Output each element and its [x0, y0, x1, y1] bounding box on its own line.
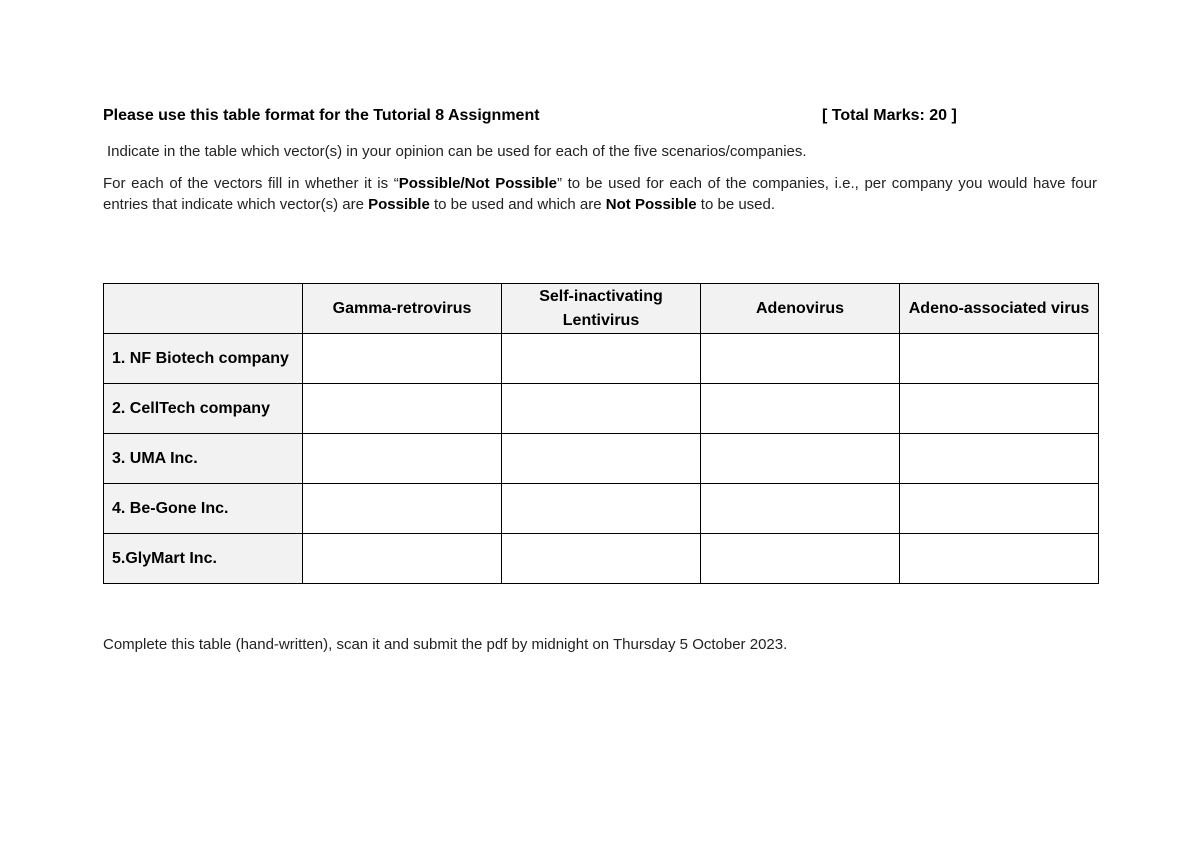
table-cell [900, 384, 1099, 434]
instruction-text: ” to be used for each of the companies, i.e., per company you would have four entries that indicate which vector(s) are [103, 175, 1097, 213]
table-cell [502, 434, 701, 484]
table-header-row [104, 284, 1099, 334]
table-cell [900, 484, 1099, 534]
vector-table [103, 283, 1099, 584]
table-cell [502, 484, 701, 534]
table-cell [900, 434, 1099, 484]
table-cell [303, 434, 502, 484]
table-cell [900, 334, 1099, 384]
table-cell [900, 534, 1099, 584]
table-cell [701, 434, 900, 484]
instruction-bold-possible-not-possible: Possible/Not Possible [398, 175, 557, 192]
column-header-gamma-retrovirus: Gamma-retrovirus [303, 284, 502, 334]
table-cell [701, 384, 900, 434]
instruction-line-2 [103, 173, 1097, 215]
instruction-bold-not-possible: Not Possible [605, 196, 697, 213]
row-header-glymart: 5.GlyMart Inc. [104, 534, 303, 584]
table-cell [502, 384, 701, 434]
table-cell [502, 534, 701, 584]
instruction-bold-possible: Possible [368, 196, 430, 213]
table-row [104, 534, 1099, 584]
table-cell [303, 384, 502, 434]
assignment-title: Please use this table format for the Tutorial 8 Assignment [103, 107, 540, 124]
table-cell [701, 484, 900, 534]
row-header-celltech: 2. CellTech company [104, 384, 303, 434]
column-header-adenovirus: Adenovirus [701, 284, 900, 334]
table-cell [502, 334, 701, 384]
table-row [104, 484, 1099, 534]
table-cell [303, 534, 502, 584]
table-row [104, 434, 1099, 484]
table-cell [701, 534, 900, 584]
table-corner-cell [104, 284, 303, 334]
instruction-line-1: Indicate in the table which vector(s) in your opinion can be used for each of the five scenarios/companies. [107, 143, 807, 160]
row-header-be-gone: 4. Be-Gone Inc. [104, 484, 303, 534]
column-header-adeno-associated-virus: Adeno-associated virus [900, 284, 1099, 334]
assignment-heading [103, 105, 1003, 129]
instruction-text: For each of the vectors fill in whether it is “ [103, 175, 399, 192]
row-header-nf-biotech: 1. NF Biotech company [104, 334, 303, 384]
table-cell [701, 334, 900, 384]
table-row [104, 384, 1099, 434]
table-row [104, 334, 1099, 384]
table-cell [303, 484, 502, 534]
column-header-lentivirus: Self-inactivating Lentivirus [502, 284, 701, 334]
submission-note: Complete this table (hand-written), scan it and submit the pdf by midnight on Thursday 5 October 2023. [103, 636, 788, 653]
total-marks: [ Total Marks: 20 ] [822, 107, 957, 124]
row-header-uma: 3. UMA Inc. [104, 434, 303, 484]
instruction-text: to be used and which are [429, 196, 606, 213]
table-cell [303, 334, 502, 384]
instruction-text: to be used. [696, 196, 776, 213]
